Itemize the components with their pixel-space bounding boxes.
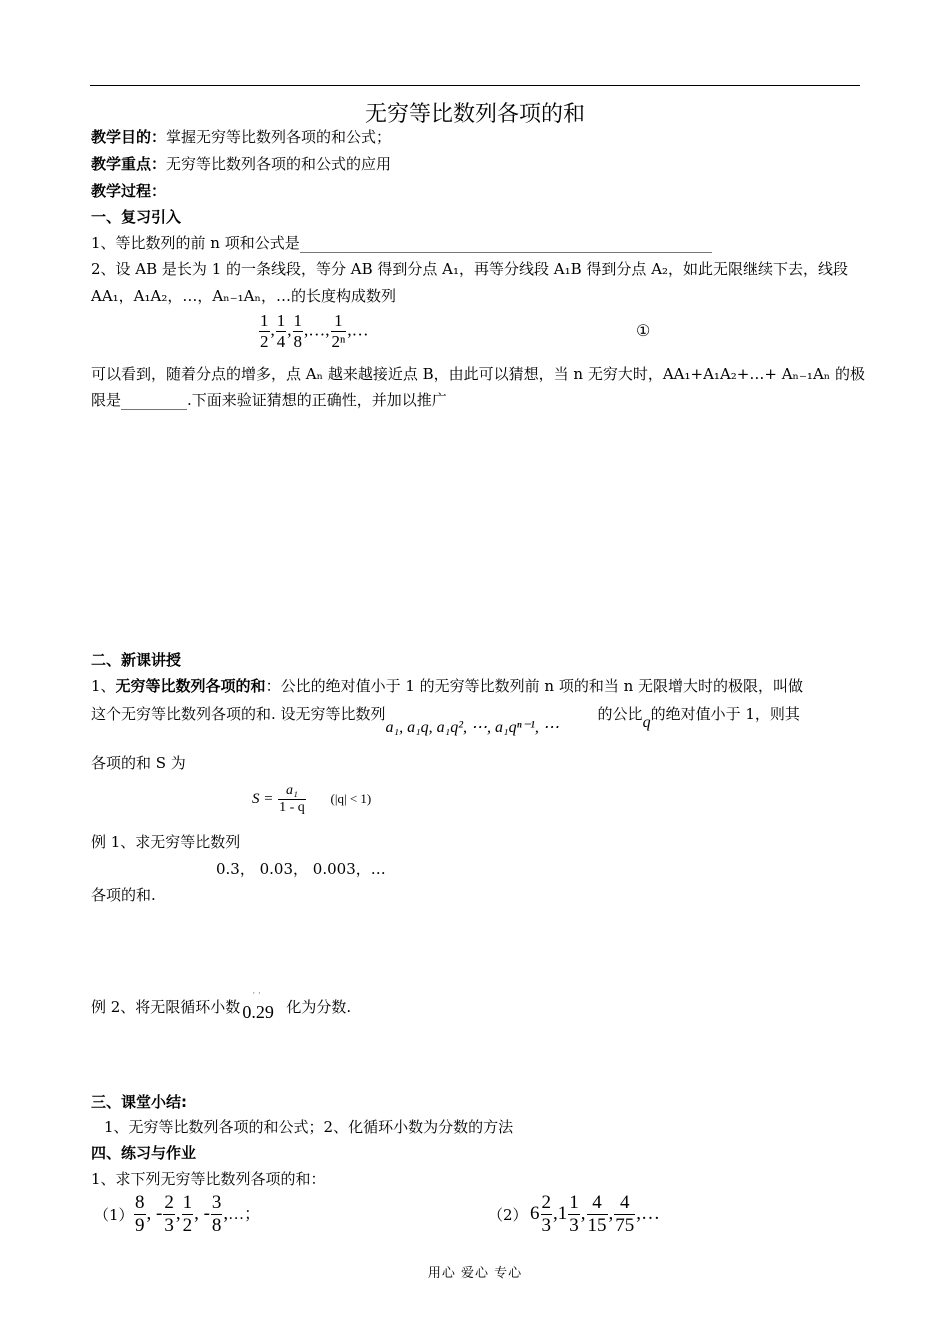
section2-heading: 二、新课讲授 xyxy=(91,651,182,669)
seq-fraction: $\frac{1}{2}$ xyxy=(260,311,269,351)
section4-heading: 四、练习与作业 xyxy=(91,1144,197,1162)
process-label: 教学过程： xyxy=(91,182,167,200)
exercise-q1: 1、求下列无穷等比数列各项的和： xyxy=(91,1170,326,1188)
decimal-value: 0.29 xyxy=(242,1002,274,1022)
ex1-fraction: $\frac{2}{3}$ xyxy=(164,1192,174,1236)
objective-line xyxy=(91,127,391,147)
seq-fraction: $\frac{1}{\text{2ⁿ}}$ xyxy=(331,311,346,351)
ex2-fraction: $\frac{4}{75}$ xyxy=(615,1192,635,1236)
definition-line1: 1、无穷等比数列各项的和：公比的绝对值小于 1 的无穷等比数列前 n 项的和当 n 无限增大时的极限，叫做 xyxy=(91,677,804,695)
seq-fraction: $\frac{1}{8}$ xyxy=(293,311,302,351)
sum-condition: (|q| < 1) xyxy=(330,790,372,806)
keypoint-text: 无穷等比数列各项的和公式的应用 xyxy=(166,155,392,173)
review-question-1 xyxy=(91,233,712,253)
example1-sequence: 0.3， 0.03， 0.003，… xyxy=(216,860,386,878)
repeating-decimal xyxy=(240,989,286,1022)
review-q1-text: 1、等比数列的前 n 项和公式是 xyxy=(91,234,300,252)
example1-tail: 各项的和. xyxy=(91,886,156,904)
example1-title: 例 1、求无穷等比数列 xyxy=(91,833,241,851)
sum-fraction: $\frac{\text{a₁}}{1 - q}$ xyxy=(279,783,305,815)
keypoint-label: 教学重点： xyxy=(91,155,167,173)
ex1-fraction: $\frac{8}{9}$ xyxy=(135,1192,145,1236)
definition-term: 无穷等比数列各项的和 xyxy=(115,677,266,695)
observation-line1: 可以看到，随着分点的增多，点 Aₙ 越来越接近点 B，由此可以猜想，当 n 无穷大时，AA₁+A₁A₂+…+ Aₙ₋₁Aₙ 的极 xyxy=(91,365,866,383)
equation-marker: ① xyxy=(636,321,651,340)
observation-line2: 限是 .下面来验证猜想的正确性，并加以推广 xyxy=(91,391,447,409)
exercise-1-label: （1） xyxy=(94,1206,134,1224)
answer-blank-1[interactable] xyxy=(300,238,712,253)
ex2-fraction: $\frac{1}{3}$ xyxy=(569,1192,579,1236)
objective-text: 掌握无穷等比数列各项的和公式； xyxy=(166,128,392,146)
ex1-fraction: $\frac{1}{2}$ xyxy=(182,1192,193,1236)
section3-heading: 三、课堂小结: xyxy=(91,1093,187,1111)
ex2-fraction: $\frac{2}{3}$ xyxy=(541,1192,551,1236)
answer-blank-2[interactable] xyxy=(121,395,187,410)
top-rule xyxy=(90,85,860,86)
exercise-1-sequence: $\frac{8}{9}$ , - $\frac{2}{3}$ , $\frac{1}{2}$ , - $\frac{3}{8}$ ,…； xyxy=(135,1192,261,1236)
summary-text: 1、无穷等比数列各项的和公式；2、化循环小数为分数的方法 xyxy=(104,1118,514,1136)
exercise-2-sequence: 6 $\frac{2}{3}$ ,1 $\frac{1}{3}$ , $\frac{4}{15}$ , $\frac{4}{75}$ ,… xyxy=(530,1192,660,1236)
definition-line2: 这个无穷等比数列各项的和. 设无穷等比数列a₁, a₁q, a₁q², ⋯, a₁qⁿ⁻¹, ⋯的公比q的绝对值小于 1，则其 xyxy=(91,705,800,736)
ratio-variable: q xyxy=(642,714,651,731)
section1-heading: 一、复习引入 xyxy=(91,208,182,226)
ex2-fraction: $\frac{4}{15}$ xyxy=(587,1192,607,1236)
exercise-2-label: （2） xyxy=(488,1206,528,1224)
page-title: 无穷等比数列各项的和 xyxy=(364,102,585,127)
sum-formula: S = $\frac{\text{a₁}}{1 - q}$ (|q| < 1) xyxy=(252,783,372,815)
review-q2-line2: AA₁，A₁A₂，…，Aₙ₋₁Aₙ，…的长度构成数列 xyxy=(91,287,396,305)
seq-fraction: $\frac{1}{4}$ xyxy=(276,311,286,351)
keypoint-line xyxy=(91,154,391,174)
sequence-formula: $\frac{1}{2}$ , $\frac{1}{4}$ , $\frac{1}{8}$ ,…, $\frac{1}{\text{2ⁿ}}$ ,… xyxy=(260,311,369,351)
ex1-fraction: $\frac{3}{8}$ xyxy=(211,1192,222,1236)
example2-line: 例 2、将无限循环小数 · · 0.29 化为分数. xyxy=(91,992,351,1017)
page-footer: 用心 爱心 专心 xyxy=(427,1266,523,1281)
definition-line3: 各项的和 S 为 xyxy=(91,754,186,772)
geometric-sequence-formula: a₁, a₁q, a₁q², ⋯, a₁qⁿ⁻¹, ⋯ xyxy=(385,719,559,736)
review-q2-line1: 2、设 AB 是长为 1 的一条线段，等分 AB 得到分点 A₁，再等分线段 A₁B 得到分点 A₂，如此无限继续下去，线段 xyxy=(91,260,849,278)
repeating-dots: · · xyxy=(252,989,261,999)
objective-label: 教学目的： xyxy=(91,128,167,146)
